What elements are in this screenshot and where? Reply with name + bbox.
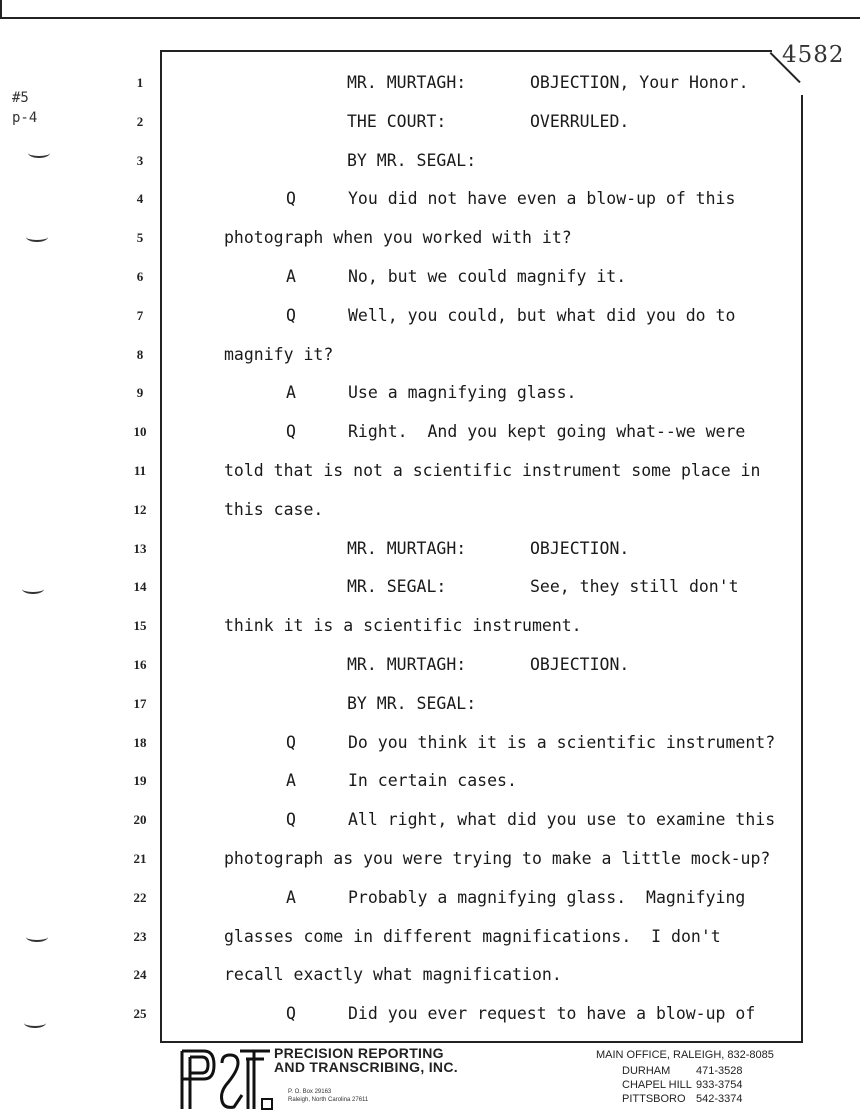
transcript-line <box>224 803 799 842</box>
line-number: 25 <box>133 1006 147 1022</box>
transcript-line <box>224 842 799 881</box>
line-text: OBJECTION. <box>530 538 630 558</box>
line-text: Did you ever request to have a blow-up of <box>348 1004 756 1024</box>
line-text: Use a magnifying glass. <box>348 383 577 403</box>
qa-marker: A <box>286 887 296 907</box>
line-text: magnify it? <box>224 344 334 364</box>
transcript-line <box>224 144 799 183</box>
line-number: 1 <box>136 75 144 90</box>
office-entry: DURHAM 471-3528 <box>622 1065 743 1077</box>
line-number: 15 <box>133 618 147 634</box>
transcript-line <box>224 338 799 377</box>
line-number: 5 <box>136 230 144 246</box>
transcript-line <box>224 105 799 144</box>
line-number: 11 <box>133 462 147 478</box>
qa-marker: A <box>286 266 296 286</box>
transcript-line <box>224 687 799 726</box>
line-text: glasses come in different magnifications. I don't <box>224 926 721 946</box>
transcript-body <box>224 66 799 1036</box>
page-number: 4582 <box>782 42 845 68</box>
binder-hole-mark <box>26 932 48 942</box>
speaker-label: BY MR. SEGAL: <box>347 150 477 170</box>
line-text: OVERRULED. <box>530 111 630 131</box>
line-number: 24 <box>133 967 147 983</box>
transcript-line <box>224 609 799 648</box>
transcript-line <box>224 726 799 765</box>
speaker-label: MR. MURTAGH: <box>347 73 467 92</box>
line-number: 19 <box>133 773 147 789</box>
line-number: 13 <box>133 540 147 556</box>
transcript-line <box>224 570 799 609</box>
margin-note-exhibit: #5 <box>12 90 29 106</box>
line-number: 4 <box>136 191 144 207</box>
main-office: MAIN OFFICE, RALEIGH, 832-8085 <box>596 1049 774 1061</box>
line-number: 7 <box>136 307 144 323</box>
transcript-line <box>224 260 799 299</box>
line-text: Right. And you kept going what--we were <box>348 422 746 442</box>
line-number: 22 <box>133 889 147 905</box>
page-frame-top <box>160 50 772 52</box>
qa-marker: Q <box>286 305 296 325</box>
line-text: In certain cases. <box>348 771 517 791</box>
line-text: this case. <box>224 499 324 519</box>
page-frame-left <box>160 50 162 1043</box>
margin-note-page: p-4 <box>12 110 38 126</box>
line-text: Probably a magnifying glass. Magnifying <box>348 887 746 907</box>
qa-marker: Q <box>286 810 296 830</box>
line-text: OBJECTION, Your Honor. <box>530 73 749 92</box>
binder-hole-mark <box>22 584 44 594</box>
line-text: recall exactly what magnification. <box>224 965 562 985</box>
line-number: 21 <box>133 850 147 866</box>
binder-hole-mark <box>26 232 48 242</box>
office-entry: PITTSBORO 542-3374 <box>622 1093 743 1105</box>
qa-marker: Q <box>286 189 296 209</box>
footer <box>178 1043 818 1115</box>
transcript-line <box>224 415 799 454</box>
speaker-label: MR. MURTAGH: <box>347 538 467 558</box>
transcript-line <box>224 493 799 532</box>
transcript-line <box>224 648 799 687</box>
line-number: 9 <box>136 385 144 401</box>
transcript-line <box>224 221 799 260</box>
transcript-line <box>224 66 799 105</box>
line-text: Well, you could, but what did you do to <box>348 305 736 325</box>
line-text: think it is a scientific instrument. <box>224 616 582 636</box>
transcript-line <box>224 454 799 493</box>
line-text: Do you think it is a scientific instrument? <box>348 732 776 752</box>
qa-marker: Q <box>286 1004 296 1024</box>
company-address: P. O. Box 29163 <box>288 1089 332 1095</box>
transcript-line <box>224 920 799 959</box>
line-number: 17 <box>133 695 147 711</box>
qa-marker: A <box>286 771 296 791</box>
line-number: 18 <box>133 734 147 750</box>
line-text: You did not have even a blow-up of this <box>348 189 736 209</box>
line-number: 20 <box>133 812 147 828</box>
line-number: 16 <box>133 656 147 672</box>
line-text: See, they still don't <box>530 577 739 597</box>
line-text: photograph as you were trying to make a little mock-up? <box>224 848 771 868</box>
speaker-label: BY MR. SEGAL: <box>347 693 477 713</box>
line-number: 10 <box>133 424 147 440</box>
transcript-line <box>224 376 799 415</box>
company-address-line2: Raleigh, North Carolina 27611 <box>288 1097 369 1103</box>
line-text: All right, what did you use to examine this <box>348 810 776 830</box>
line-number: 2 <box>136 113 144 129</box>
transcript-line <box>224 532 799 571</box>
qa-marker: A <box>286 383 296 403</box>
speaker-label: THE COURT: <box>347 111 447 131</box>
line-text: OBJECTION. <box>530 654 630 674</box>
line-text: told that is not a scientific instrument some place in <box>224 460 761 480</box>
binder-hole-mark <box>24 1018 46 1028</box>
qa-marker: Q <box>286 732 296 752</box>
line-text: photograph when you worked with it? <box>224 228 572 248</box>
speaker-label: MR. SEGAL: <box>347 577 447 597</box>
transcript-line <box>224 764 799 803</box>
qa-marker: Q <box>286 422 296 442</box>
binder-hole-mark <box>28 148 50 158</box>
transcript-line <box>224 299 799 338</box>
company-name-line2: AND TRANSCRIBING, INC. <box>274 1059 458 1075</box>
line-number: 8 <box>136 346 144 362</box>
line-number: 14 <box>133 579 147 595</box>
transcript-line <box>224 182 799 221</box>
company-name: PRECISION REPORTING <box>274 1045 444 1061</box>
company-logo <box>178 1045 274 1111</box>
office-entry: CHAPEL HILL 933-3754 <box>622 1079 743 1091</box>
line-number: 12 <box>133 501 147 517</box>
line-number-column <box>120 66 160 1036</box>
transcript-line <box>224 881 799 920</box>
line-text: No, but we could magnify it. <box>348 266 627 286</box>
top-corner-tick <box>0 0 2 18</box>
top-rule <box>0 17 860 19</box>
line-number: 3 <box>136 152 144 168</box>
line-number: 6 <box>136 268 144 284</box>
transcript-line <box>224 997 799 1036</box>
page-frame-right <box>801 95 803 1043</box>
speaker-label: MR. MURTAGH: <box>347 654 467 674</box>
line-number: 23 <box>133 928 147 944</box>
transcript-line <box>224 958 799 997</box>
